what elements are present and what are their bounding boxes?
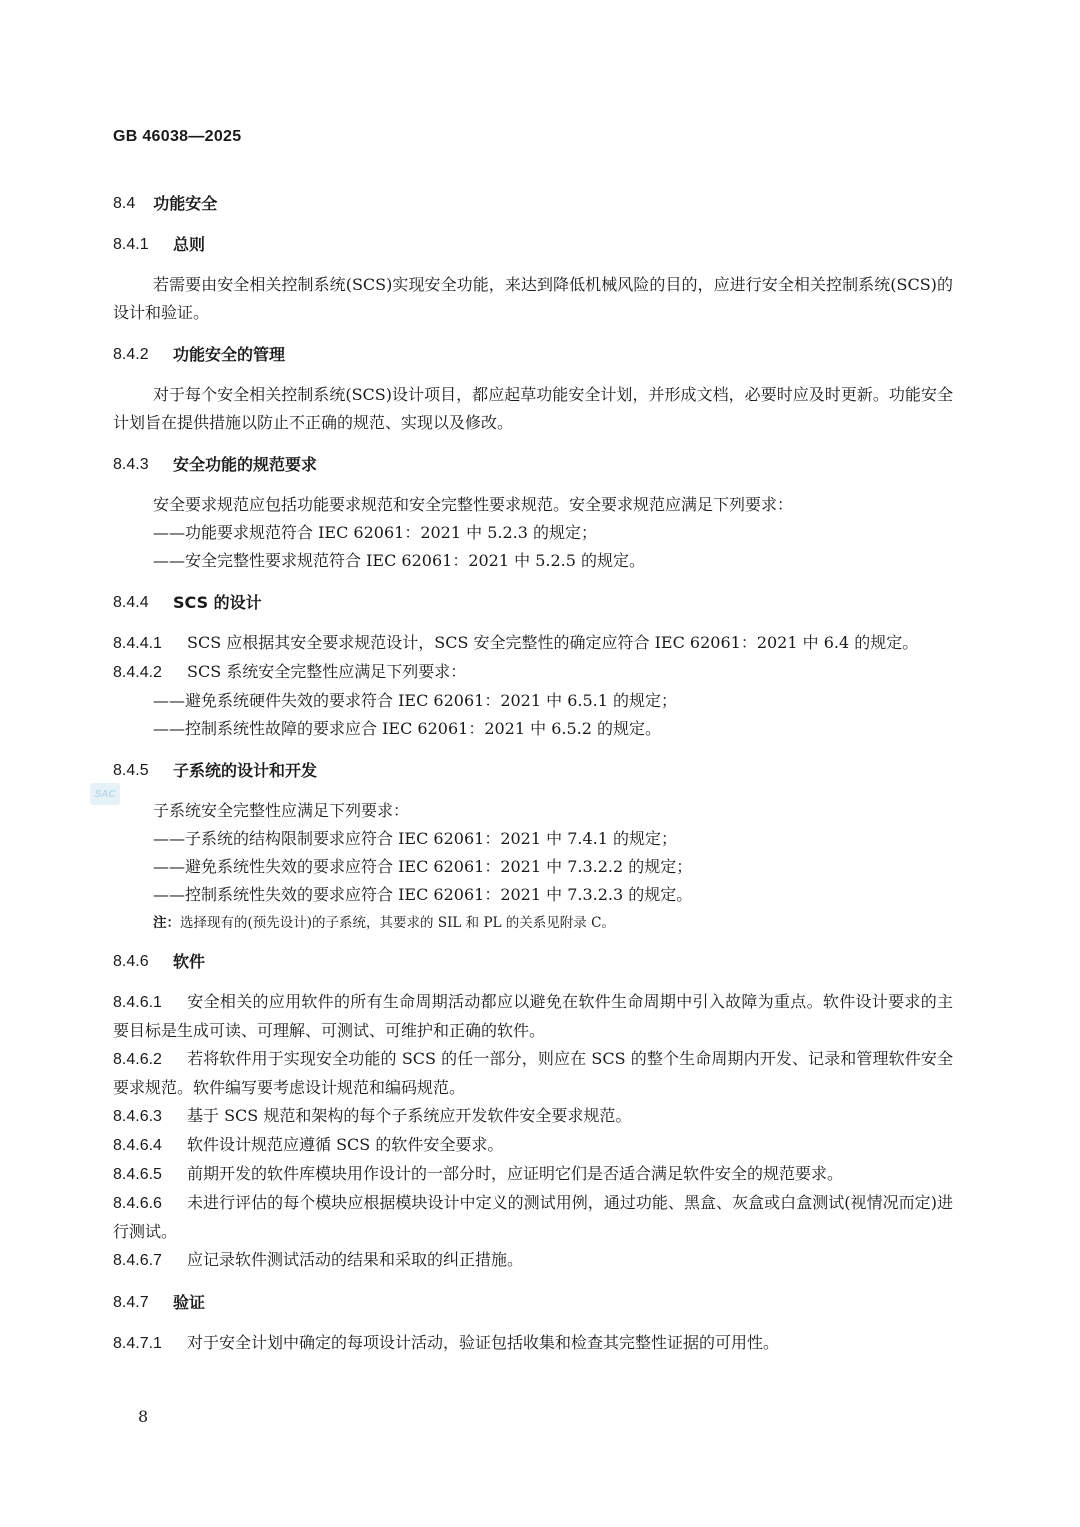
section-number: 8.4 <box>113 195 136 212</box>
clause-number: 8.4.4.2 <box>113 664 162 681</box>
dash-list-item: ——功能要求规范符合 IEC 62061：2021 中 5.2.3 的规定； <box>153 523 598 542</box>
section-heading-8-4-7 <box>113 1292 953 1314</box>
section-heading-8-4-3 <box>113 454 953 476</box>
dash-list-item: ——避免系统硬件失效的要求符合 IEC 62061：2021 中 6.5.1 的规定； <box>153 691 678 710</box>
clause-8-4-6-4 <box>113 1131 953 1160</box>
section-number: 8.4.1 <box>113 236 149 253</box>
clause-text: 未进行评估的每个模块应根据模块设计中定义的测试用例，通过功能、黑盒、灰盒或白盒测试(视情况而定)进行测试。 <box>113 1193 953 1241</box>
clause-8-4-6-2 <box>113 1045 953 1102</box>
section-title: 功能安全 <box>153 194 218 213</box>
note-text: 选择现有的(预先设计)的子系统，其要求的 SIL 和 PL 的关系见附录 C。 <box>180 915 615 931</box>
section-title: SCS 的设计 <box>173 593 262 612</box>
clause-number: 8.4.6.1 <box>113 994 162 1011</box>
paragraph: 若需要由安全相关控制系统(SCS)实现安全功能，来达到降低机械风险的目的，应进行安全相关控制系统(SCS)的设计和验证。 <box>113 275 953 322</box>
paragraph: 安全要求规范应包括功能要求规范和安全完整性要求规范。安全要求规范应满足下列要求： <box>153 495 794 514</box>
clause-8-4-7-1 <box>113 1329 953 1358</box>
dash-list-item: ——避免系统性失效的要求应符合 IEC 62061：2021 中 7.3.2.2 的规定； <box>153 857 693 876</box>
dash-list-item: ——控制系统性失效的要求应符合 IEC 62061：2021 中 7.3.2.3 的规定。 <box>153 885 693 904</box>
page-number: 8 <box>138 1407 149 1426</box>
clause-8-4-4-2 <box>113 658 953 687</box>
clause-number: 8.4.6.6 <box>113 1195 162 1212</box>
dash-list-item: ——子系统的结构限制要求应符合 IEC 62061：2021 中 7.4.1 的规定； <box>153 829 678 848</box>
clause-8-4-6-6 <box>113 1189 953 1246</box>
clause-text: 应记录软件测试活动的结果和采取的纠正措施。 <box>187 1250 524 1269</box>
section-number: 8.4.7 <box>113 1294 149 1311</box>
section-title: 软件 <box>173 952 206 971</box>
section-number: 8.4.3 <box>113 456 149 473</box>
clause-number: 8.4.4.1 <box>113 635 162 652</box>
clause-text: 基于 SCS 规范和架构的每个子系统应开发软件安全要求规范。 <box>187 1106 632 1125</box>
clause-number: 8.4.6.7 <box>113 1252 162 1269</box>
clause-text: SCS 应根据其安全要求规范设计，SCS 安全完整性的确定应符合 IEC 62061：2021 中 6.4 的规定。 <box>187 633 919 652</box>
clause-text: 若将软件用于实现安全功能的 SCS 的任一部分，则应在 SCS 的整个生命周期内开发、记录和管理软件安全要求规范。软件编写要考虑设计规范和编码规范。 <box>113 1049 953 1097</box>
clause-8-4-6-3 <box>113 1102 953 1131</box>
clause-number: 8.4.6.5 <box>113 1166 162 1183</box>
section-number: 8.4.6 <box>113 953 149 970</box>
section-title: 验证 <box>173 1293 206 1312</box>
sac-watermark-logo: SAC <box>90 783 120 805</box>
clause-number: 8.4.6.4 <box>113 1137 162 1154</box>
software-clauses <box>113 988 953 1275</box>
section-number: 8.4.5 <box>113 762 149 779</box>
clause-8-4-6-1 <box>113 988 953 1045</box>
page-body <box>113 193 953 1358</box>
standard-number: GB 46038—2025 <box>113 128 242 145</box>
clause-text: 软件设计规范应遵循 SCS 的软件安全要求。 <box>187 1135 504 1154</box>
clause-text: 安全相关的应用软件的所有生命周期活动都应以避免在软件生命周期中引入故障为重点。软件设计要求的主要目标是生成可读、可理解、可测试、可维护和正确的软件。 <box>113 992 953 1040</box>
section-heading-8-4-4 <box>113 592 953 614</box>
section-title: 功能安全的管理 <box>173 345 286 364</box>
section-title: 安全功能的规范要求 <box>173 455 318 474</box>
paragraph: 子系统安全完整性应满足下列要求： <box>153 801 410 820</box>
clause-text: 前期开发的软件库模块用作设计的一部分时，应证明它们是否适合满足软件安全的规范要求。 <box>187 1164 844 1183</box>
section-number: 8.4.2 <box>113 346 149 363</box>
clause-number: 8.4.7.1 <box>113 1335 162 1352</box>
clause-number: 8.4.6.3 <box>113 1108 162 1125</box>
note-label: 注： <box>153 915 180 931</box>
clause-number: 8.4.6.2 <box>113 1051 162 1068</box>
clause-8-4-6-5 <box>113 1160 953 1189</box>
note <box>113 911 953 935</box>
section-number: 8.4.4 <box>113 594 149 611</box>
dash-list-item: ——安全完整性要求规范符合 IEC 62061：2021 中 5.2.5 的规定。 <box>153 551 646 570</box>
paragraph: 对于每个安全相关控制系统(SCS)设计项目，都应起草功能安全计划，并形成文档，必要时应及时更新。功能安全计划旨在提供措施以防止不正确的规范、实现以及修改。 <box>113 385 953 432</box>
section-heading-8-4 <box>113 193 953 215</box>
dash-list-item: ——控制系统性故障的要求应合 IEC 62061：2021 中 6.5.2 的规定。 <box>153 719 662 738</box>
section-heading-8-4-2 <box>113 344 953 366</box>
clause-8-4-6-7 <box>113 1246 953 1275</box>
section-heading-8-4-5 <box>113 760 953 782</box>
clause-text: SCS 系统安全完整性应满足下列要求： <box>187 662 467 681</box>
clause-text: 对于安全计划中确定的每项设计活动，验证包括收集和检查其完整性证据的可用性。 <box>187 1333 780 1352</box>
clause-8-4-4-1 <box>113 629 953 658</box>
section-heading-8-4-1 <box>113 234 953 256</box>
section-title: 总则 <box>173 235 206 254</box>
section-title: 子系统的设计和开发 <box>173 761 318 780</box>
section-heading-8-4-6 <box>113 951 953 973</box>
